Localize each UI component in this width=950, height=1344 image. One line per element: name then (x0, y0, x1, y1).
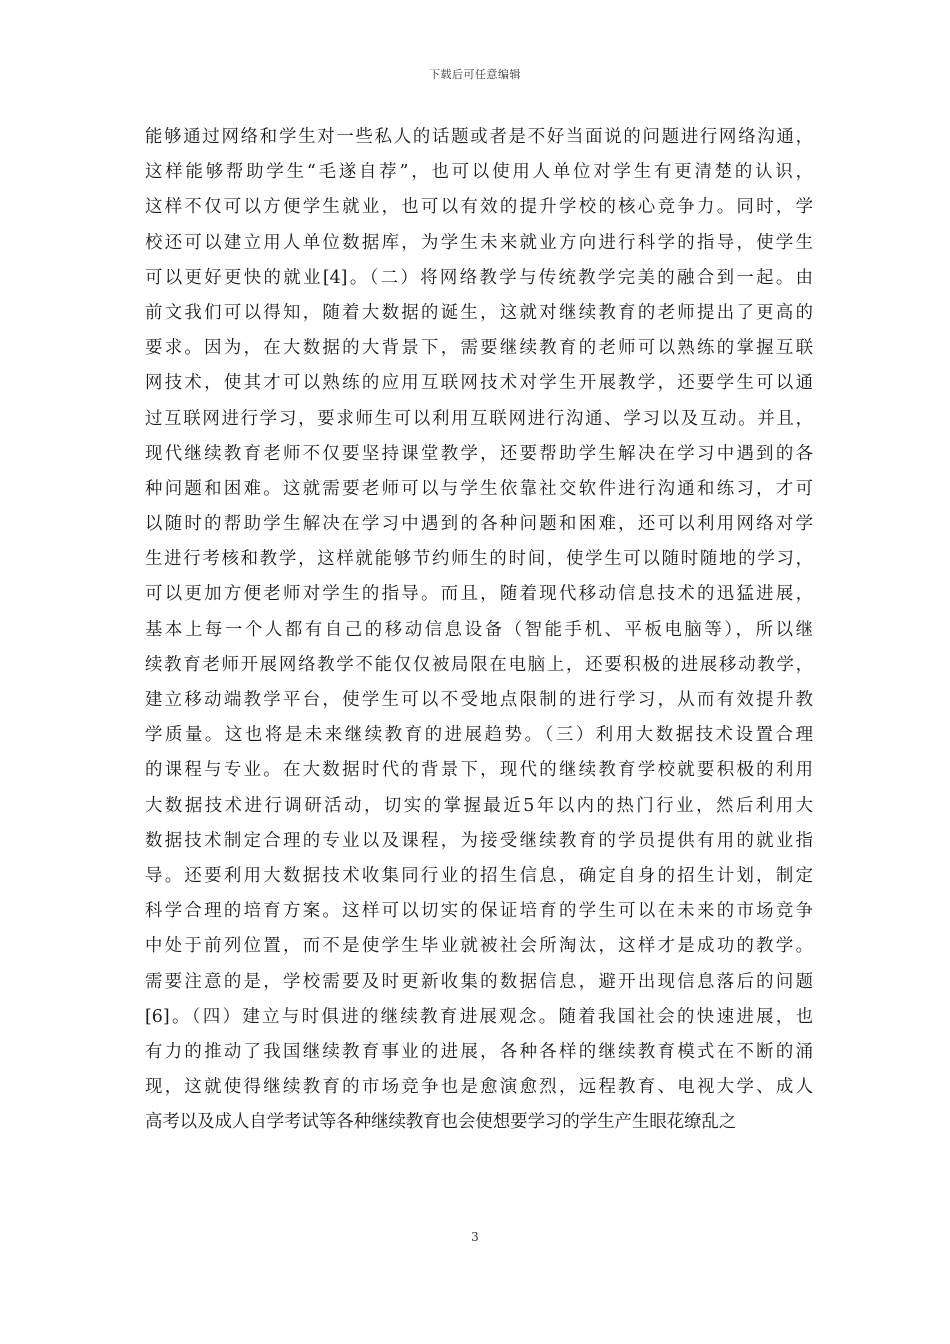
text-line: 的课程与专业。在大数据时代的背景下，现代的继续教育学校就要积极的利用 (145, 760, 813, 781)
text-line: 高考以及成人自学考试等各种继续教育也会使想要学习的学生产生眼花缭乱之 (145, 1112, 737, 1133)
text-line: 以随时的帮助学生解决在学习中遇到的各种问题和困难，还可以利用网络对学 (145, 514, 813, 535)
text-line: 现代继续教育老师不仅要坚持课堂教学，还要帮助学生解决在学习中遇到的各 (145, 443, 813, 464)
text-line: 建立移动端教学平台，使学生可以不受地点限制的进行学习，从而有效提升教 (145, 690, 813, 710)
text-line: 现，这就使得继续教育的市场竞争也是愈演愈烈，远程教育、电视大学、成人 (145, 1077, 813, 1098)
text-line: 生进行考核和教学，这样就能够节约师生的时间，使学生可以随时随地的学习， (145, 549, 813, 570)
text-line: 这样不仅可以方便学生就业，也可以有效的提升学校的核心竞争力。同时，学 (145, 197, 813, 218)
text-line: 需要注意的是，学校需要及时更新收集的数据信息，避开出现信息落后的问题 (145, 971, 813, 992)
text-line: 可以更好更快的就业[4]。（二）将网络教学与传统教学完美的融合到一起。由 (145, 267, 813, 288)
text-line: 可以更加方便老师对学生的指导。而且，随着现代移动信息技术的迅猛进展， (145, 584, 813, 605)
text-line: 科学合理的培育方案。这样可以切实的保证培育的学生可以在未来的市场竞争 (145, 901, 813, 922)
text-line: 学质量。这也将是未来继续教育的进展趋势。（三）利用大数据技术设置合理 (145, 725, 813, 746)
text-line: 中处于前列位置，而不是使学生毕业就被社会所淘汰，这样才是成功的教学。 (145, 936, 813, 957)
text-line: 能够通过网络和学生对一些私人的话题或者是不好当面说的问题进行网络沟通， (145, 127, 813, 147)
text-line: 校还可以建立用人单位数据库，为学生未来就业方向进行科学的指导，使学生 (145, 232, 813, 253)
page-number: 3 (471, 1230, 479, 1244)
page-header: 下载后可任意编辑 (429, 68, 521, 81)
text-line: 数据技术制定合理的专业以及课程，为接受继续教育的学员提供有用的就业指 (145, 830, 813, 851)
text-line: 基本上每一个人都有自己的移动信息设备（智能手机、平板电脑等），所以继 (145, 619, 813, 640)
text-line: 过互联网进行学习，要求师生可以利用互联网进行沟通、学习以及互动。并且， (145, 408, 813, 429)
text-line: 要求。因为，在大数据的大背景下，需要继续教育的老师可以熟练的掌握互联 (145, 338, 813, 359)
text-line: 网技术，使其才可以熟练的应用互联网技术对学生开展教学，还要学生可以通 (145, 373, 813, 394)
text-line: 有力的推动了我国继续教育事业的进展，各种各样的继续教育模式在不断的涌 (145, 1041, 813, 1062)
text-line: 导。还要利用大数据技术收集同行业的招生信息，确定自身的招生计划，制定 (145, 865, 813, 886)
body-paragraph (145, 120, 813, 1140)
text-line: 前文我们可以得知，随着大数据的诞生，这就对继续教育的老师提出了更高的 (145, 302, 813, 323)
text-line: [6]。（四）建立与时俱进的继续教育进展观念。随着我国社会的快速进展，也 (145, 1006, 813, 1027)
text-line: 大数据技术进行调研活动，切实的掌握最近5年以内的热门行业，然后利用大 (145, 795, 813, 816)
text-line: 种问题和困难。这就需要老师可以与学生依靠社交软件进行沟通和练习，才可 (145, 478, 813, 499)
text-line: 这样能够帮助学生“毛遂自荐”，也可以使用人单位对学生有更清楚的认识， (145, 162, 813, 183)
text-line: 续教育老师开展网络教学不能仅仅被局限在电脑上，还要积极的进展移动教学， (145, 654, 813, 675)
